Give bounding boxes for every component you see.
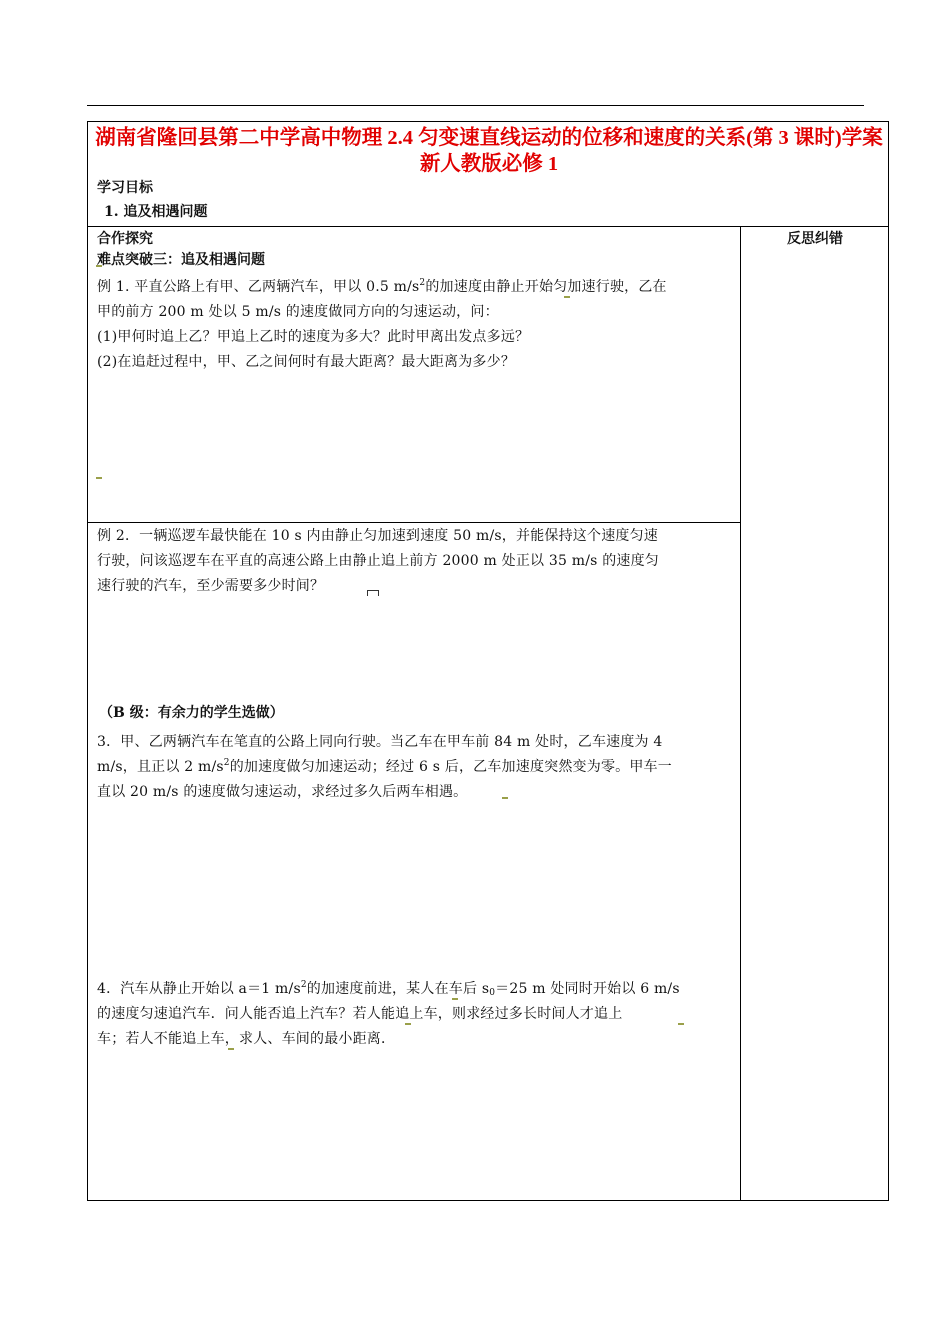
edit-mark (678, 1020, 684, 1025)
difficulty-heading: 难点突破三：追及相遇问题 (97, 252, 265, 268)
edit-mark (452, 995, 458, 1000)
example-2-line-2: 行驶，问该巡逻车在平直的高速公路上由静止追上前方 2000 m 处正以 35 m/s 的速度匀 (97, 553, 659, 569)
edit-mark (228, 1045, 234, 1050)
problem-3 (97, 730, 733, 805)
example-1-line-1: 例 1. 平直公路上有甲、乙两辆汽车，甲以 0.5 $m/s^2$的加速度由静止开始匀加速行驶，乙在 (97, 278, 667, 295)
edit-mark (96, 474, 102, 479)
problem-4-line-1: 4．汽车从静止开始以 a＝1 $m/s^2$的加速度前进，某人在车后 $s_0=25$ m 处同时开始以 6 m/s (97, 980, 680, 998)
edit-mark (96, 262, 102, 267)
worksheet-table (87, 121, 889, 1201)
row-divider (88, 226, 888, 227)
edit-mark (502, 794, 508, 799)
problem-3-line-3: 直以 20 m/s 的速度做匀速运动，求经过多久后两车相遇。 (97, 784, 468, 800)
level-b-heading: （B 级：有余力的学生选做） (99, 705, 284, 721)
title-cell (88, 122, 888, 226)
document-title: 湖南省隆回县第二中学高中物理 2.4 匀变速直线运动的位移和速度的关系(第 3 课时)学案 新人教版必修 1 (95, 127, 883, 175)
edit-mark (367, 590, 379, 596)
problem-3-line-1: 3．甲、乙两辆汽车在笔直的公路上同向行驶。当乙车在甲车前 84 m 处时，乙车速度为 4 (97, 734, 663, 750)
example-2 (97, 524, 733, 599)
column-divider (740, 226, 741, 1200)
reflection-column-heading: 反思纠错 (787, 231, 843, 247)
problem-3-line-2: m/s，且正以 2 $m/s^2$的加速度做匀加速运动；经过 6 s 后，乙车加速度突然变为零。甲车一 (97, 758, 672, 775)
example-2-line-3: 速行驶的汽车，至少需要多少时间？ (97, 578, 325, 594)
example-1 (97, 275, 733, 375)
edit-mark (405, 1020, 411, 1025)
problem-4-line-2: 的速度匀速追汽车．问人能否追上汽车？若人能追上车，则求经过多长时间人才追上 (97, 1006, 623, 1022)
example-1-line-2: 甲的前方 200 m 处以 5 m/s 的速度做同方向的匀速运动，问： (97, 304, 499, 320)
example-1-question-1: (1)甲何时追上乙？甲追上乙时的速度为多大？此时甲离出发点多远？ (97, 329, 530, 345)
cooperative-inquiry-heading: 合作探究 (97, 231, 153, 247)
edit-mark (564, 293, 570, 298)
row-divider (88, 522, 740, 523)
example-2-line-1: 例 2．一辆巡逻车最快能在 10 s 内由静止匀加速到速度 50 m/s，并能保持这个速度匀速 (97, 528, 658, 544)
example-1-question-2: (2)在追赶过程中，甲、乙之间何时有最大距离？最大距离为多少？ (97, 354, 516, 370)
header-rule (87, 105, 864, 106)
problem-4-line-3: 车；若人不能追上车，求人、车间的最小距离． (97, 1031, 396, 1047)
problem-4 (97, 977, 733, 1052)
learning-goals-heading: 学习目标 (97, 180, 153, 196)
learning-goal-item: 1. 追及相遇问题 (104, 204, 208, 220)
